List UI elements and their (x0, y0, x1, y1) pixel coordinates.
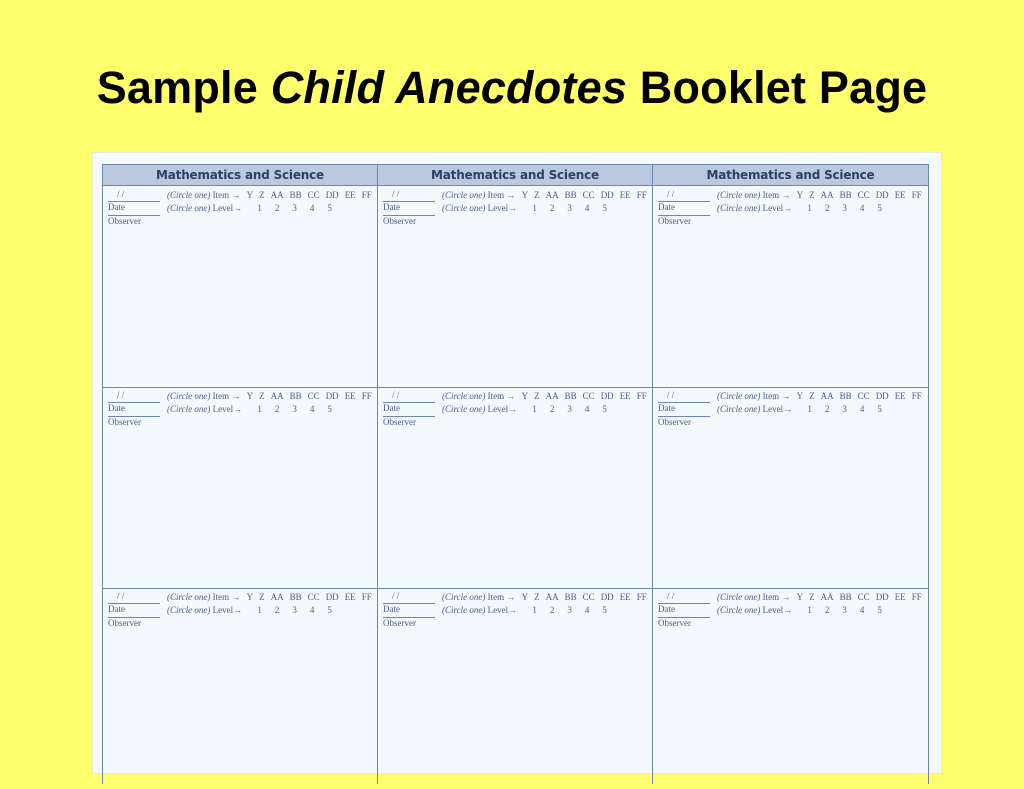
column-header-3: Mathematics and Science (706, 168, 875, 182)
item-option[interactable]: Y (796, 190, 804, 200)
item-label: Item (212, 391, 230, 401)
item-option[interactable]: AA (270, 190, 284, 200)
item-option[interactable]: BB (564, 190, 577, 200)
item-option[interactable]: BB (839, 391, 852, 401)
level-row (442, 203, 620, 213)
level-option[interactable]: 3 (842, 605, 847, 615)
item-option[interactable]: CC (857, 391, 870, 401)
item-option[interactable]: DD (600, 391, 614, 401)
item-option[interactable]: Y (246, 592, 254, 602)
date-label: Date (658, 403, 675, 413)
arrow-icon: → (506, 391, 516, 401)
item-option[interactable]: CC (307, 391, 320, 401)
item-option[interactable]: FF (911, 190, 922, 200)
arrow-icon: → (783, 605, 793, 615)
level-option[interactable]: 4 (584, 605, 590, 615)
item-label: Item (487, 592, 505, 602)
arrow-icon: → (508, 605, 518, 615)
date-label: Date (383, 604, 400, 614)
level-option[interactable]: 5 (877, 605, 882, 615)
level-option[interactable]: 2 (549, 203, 555, 213)
arrow-icon: → (231, 190, 241, 200)
anecdote-entry (103, 187, 377, 387)
item-option[interactable]: EE (894, 592, 906, 602)
level-option[interactable]: 5 (602, 404, 607, 414)
item-option[interactable]: Z (259, 592, 265, 602)
item-option[interactable]: DD (600, 190, 614, 200)
date-label: Date (658, 202, 675, 212)
level-option[interactable]: 1 (257, 404, 262, 414)
level-option[interactable]: 3 (292, 605, 297, 615)
circle-one-label: (Circle one) (442, 404, 486, 414)
item-option[interactable]: Y (521, 592, 529, 602)
arrow-icon: → (508, 203, 518, 213)
level-option[interactable]: 1 (807, 605, 812, 615)
observer-label: Observer (658, 618, 691, 628)
arrow-icon: → (233, 203, 243, 213)
observer-label: Observer (658, 417, 691, 427)
item-option[interactable]: BB (289, 391, 302, 401)
item-row (167, 592, 378, 602)
item-option[interactable]: Z (534, 391, 540, 401)
item-option[interactable]: CC (857, 592, 870, 602)
item-option[interactable]: Y (246, 391, 254, 401)
level-row (167, 404, 345, 414)
item-option[interactable]: FF (361, 391, 372, 401)
date-label: Date (383, 202, 400, 212)
level-option[interactable]: 4 (859, 203, 865, 213)
item-row (717, 190, 928, 200)
item-row (442, 190, 653, 200)
level-option[interactable]: 5 (877, 203, 882, 213)
level-option[interactable]: 4 (309, 605, 315, 615)
date-label: Date (108, 202, 125, 212)
level-option[interactable]: 1 (257, 605, 262, 615)
item-option[interactable]: EE (894, 190, 906, 200)
date-slashes: / / (117, 390, 125, 400)
arrow-icon: → (231, 592, 241, 602)
item-option[interactable]: EE (894, 391, 906, 401)
level-label: Level (487, 605, 509, 615)
arrow-icon: → (783, 404, 793, 414)
item-option[interactable]: EE (619, 190, 631, 200)
item-option[interactable]: CC (582, 391, 595, 401)
anecdote-entry (103, 388, 377, 588)
level-option[interactable]: 1 (807, 203, 812, 213)
title-part-1: Sample (96, 62, 258, 113)
item-option[interactable]: CC (307, 190, 320, 200)
level-option[interactable]: 2 (549, 404, 555, 414)
item-option[interactable]: CC (307, 592, 320, 602)
anecdote-grid (102, 164, 929, 784)
item-option[interactable]: AA (545, 190, 559, 200)
item-row (717, 592, 928, 602)
item-label: Item (487, 391, 505, 401)
item-option[interactable]: FF (636, 391, 647, 401)
circle-one-label: (Circle one) (167, 391, 211, 401)
column-header-1: Mathematics and Science (156, 168, 324, 182)
level-label: Level (212, 404, 234, 414)
date-slashes: / / (667, 591, 675, 601)
level-option[interactable]: 2 (824, 605, 830, 615)
item-option[interactable]: AA (820, 190, 834, 200)
item-label: Item (762, 190, 780, 200)
level-option[interactable]: 5 (602, 605, 607, 615)
item-label: Item (212, 190, 230, 200)
level-option[interactable]: 5 (327, 203, 332, 213)
level-row (167, 203, 345, 213)
level-row (167, 605, 345, 615)
observer-label: Observer (108, 216, 141, 226)
level-option[interactable]: 3 (842, 203, 847, 213)
circle-one-label: (Circle one) (717, 391, 761, 401)
item-option[interactable]: EE (619, 391, 631, 401)
level-option[interactable]: 4 (309, 203, 315, 213)
item-option[interactable]: EE (344, 391, 356, 401)
booklet-page (93, 153, 941, 773)
circle-one-label: (Circle one) (717, 203, 761, 213)
slide-title (0, 62, 1024, 114)
item-option[interactable]: CC (582, 190, 595, 200)
level-option[interactable]: 5 (327, 605, 332, 615)
item-row (717, 391, 928, 401)
level-option[interactable]: 2 (824, 404, 830, 414)
arrow-icon: → (231, 391, 241, 401)
item-option[interactable]: DD (325, 391, 339, 401)
level-label: Level (762, 404, 784, 414)
item-label: Item (212, 592, 230, 602)
item-option[interactable]: Z (259, 190, 265, 200)
circle-one-label: (Circle one) (167, 592, 211, 602)
date-slashes: / / (392, 189, 400, 199)
circle-one-label: (Circle one) (442, 605, 486, 615)
date-label: Date (383, 403, 400, 413)
arrow-icon: → (781, 391, 791, 401)
item-option[interactable]: AA (820, 592, 834, 602)
level-option[interactable]: 1 (257, 203, 262, 213)
item-option[interactable]: FF (911, 592, 922, 602)
item-option[interactable]: FF (636, 190, 647, 200)
header-row (103, 164, 928, 186)
item-option[interactable]: BB (839, 190, 852, 200)
item-option[interactable]: Z (809, 592, 815, 602)
item-option[interactable]: AA (270, 592, 284, 602)
item-option[interactable]: DD (875, 190, 889, 200)
level-option[interactable]: 2 (824, 203, 830, 213)
item-label: Item (487, 190, 505, 200)
anecdote-entry (378, 388, 652, 588)
item-option[interactable]: CC (582, 592, 595, 602)
circle-one-label: (Circle one) (442, 203, 486, 213)
item-option[interactable]: Z (534, 190, 540, 200)
circle-one-label: (Circle one) (442, 391, 486, 401)
item-option[interactable]: DD (875, 391, 889, 401)
item-label: Item (762, 592, 780, 602)
item-option[interactable]: DD (325, 190, 339, 200)
observer-label: Observer (108, 618, 141, 628)
level-option[interactable]: 3 (292, 203, 297, 213)
level-option[interactable]: 1 (807, 404, 812, 414)
arrow-icon: → (506, 190, 516, 200)
item-option[interactable]: Z (809, 391, 815, 401)
level-option[interactable]: 5 (877, 404, 882, 414)
level-option[interactable]: 1 (532, 605, 537, 615)
level-row (442, 404, 620, 414)
arrow-icon: → (233, 605, 243, 615)
arrow-icon: → (506, 592, 516, 602)
anecdote-entry (653, 589, 927, 789)
level-option[interactable]: 3 (567, 203, 572, 213)
level-option[interactable]: 1 (532, 404, 537, 414)
anecdote-entry (653, 388, 927, 588)
item-option[interactable]: FF (361, 190, 372, 200)
anecdote-entry (378, 589, 652, 789)
level-row (717, 404, 895, 414)
circle-one-label: (Circle one) (167, 404, 211, 414)
observer-label: Observer (658, 216, 691, 226)
date-label: Date (108, 403, 125, 413)
level-row (717, 605, 895, 615)
level-label: Level (762, 605, 784, 615)
anecdote-entry (653, 187, 927, 387)
level-option[interactable]: 3 (567, 404, 572, 414)
level-row (717, 203, 895, 213)
observer-label: Observer (383, 417, 416, 427)
circle-one-label: (Circle one) (442, 190, 486, 200)
level-option[interactable]: 2 (274, 404, 280, 414)
item-option[interactable]: AA (545, 592, 559, 602)
level-option[interactable]: 2 (274, 605, 280, 615)
item-option[interactable]: EE (344, 190, 356, 200)
item-option[interactable]: AA (270, 391, 284, 401)
item-option[interactable]: AA (545, 391, 559, 401)
item-option[interactable]: BB (289, 190, 302, 200)
level-option[interactable]: 5 (602, 203, 607, 213)
circle-one-label: (Circle one) (717, 605, 761, 615)
item-option[interactable]: FF (361, 592, 372, 602)
item-option[interactable]: Y (521, 190, 529, 200)
circle-one-label: (Circle one) (717, 190, 761, 200)
arrow-icon: → (781, 592, 791, 602)
circle-one-label: (Circle one) (717, 592, 761, 602)
item-option[interactable]: BB (289, 592, 302, 602)
item-option[interactable]: FF (911, 391, 922, 401)
circle-one-label: (Circle one) (442, 592, 486, 602)
title-part-2: Child Anecdotes (270, 62, 628, 113)
circle-one-label: (Circle one) (167, 605, 211, 615)
level-label: Level (212, 203, 234, 213)
level-option[interactable]: 4 (859, 404, 865, 414)
date-slashes: / / (117, 591, 125, 601)
circle-one-label: (Circle one) (167, 203, 211, 213)
item-option[interactable]: FF (636, 592, 647, 602)
level-label: Level (762, 203, 784, 213)
level-option[interactable]: 2 (274, 203, 280, 213)
level-option[interactable]: 4 (584, 404, 590, 414)
level-option[interactable]: 1 (532, 203, 537, 213)
date-slashes: / / (392, 591, 400, 601)
item-option[interactable]: BB (564, 592, 577, 602)
observer-label: Observer (383, 618, 416, 628)
level-option[interactable]: 2 (549, 605, 555, 615)
level-option[interactable]: 3 (292, 404, 297, 414)
level-label: Level (487, 203, 509, 213)
item-option[interactable]: Y (246, 190, 254, 200)
level-label: Level (487, 404, 509, 414)
arrow-icon: → (233, 404, 243, 414)
item-option[interactable]: BB (564, 391, 577, 401)
observer-label: Observer (383, 216, 416, 226)
circle-one-label: (Circle one) (717, 404, 761, 414)
date-label: Date (658, 604, 675, 614)
date-slashes: / / (117, 189, 125, 199)
anecdote-entry (103, 589, 377, 789)
circle-one-label: (Circle one) (167, 190, 211, 200)
observer-label: Observer (108, 417, 141, 427)
column-header-2: Mathematics and Science (431, 168, 599, 182)
item-option[interactable]: Z (534, 592, 540, 602)
item-option[interactable]: EE (619, 592, 631, 602)
date-slashes: / / (667, 189, 675, 199)
level-option[interactable]: 4 (309, 404, 315, 414)
item-option[interactable]: Y (521, 391, 529, 401)
item-label: Item (762, 391, 780, 401)
level-option[interactable]: 4 (859, 605, 865, 615)
item-option[interactable]: Z (259, 391, 265, 401)
item-option[interactable]: Y (796, 592, 804, 602)
level-option[interactable]: 3 (842, 404, 847, 414)
item-row (167, 391, 378, 401)
level-option[interactable]: 5 (327, 404, 332, 414)
item-option[interactable]: AA (820, 391, 834, 401)
item-row (442, 592, 653, 602)
date-slashes: / / (667, 390, 675, 400)
date-label: Date (108, 604, 125, 614)
item-option[interactable]: CC (857, 190, 870, 200)
level-option[interactable]: 3 (567, 605, 572, 615)
item-option[interactable]: DD (325, 592, 339, 602)
item-option[interactable]: BB (839, 592, 852, 602)
item-row (442, 391, 653, 401)
arrow-icon: → (508, 404, 518, 414)
date-slashes: / / (392, 390, 400, 400)
item-option[interactable]: Z (809, 190, 815, 200)
anecdote-entry (378, 187, 652, 387)
level-label: Level (212, 605, 234, 615)
level-option[interactable]: 4 (584, 203, 590, 213)
arrow-icon: → (781, 190, 791, 200)
item-option[interactable]: Y (796, 391, 804, 401)
item-option[interactable]: EE (344, 592, 356, 602)
arrow-icon: → (783, 203, 793, 213)
item-option[interactable]: DD (600, 592, 614, 602)
item-row (167, 190, 378, 200)
item-option[interactable]: DD (875, 592, 889, 602)
level-row (442, 605, 620, 615)
title-part-3: Booklet Page (639, 62, 928, 113)
